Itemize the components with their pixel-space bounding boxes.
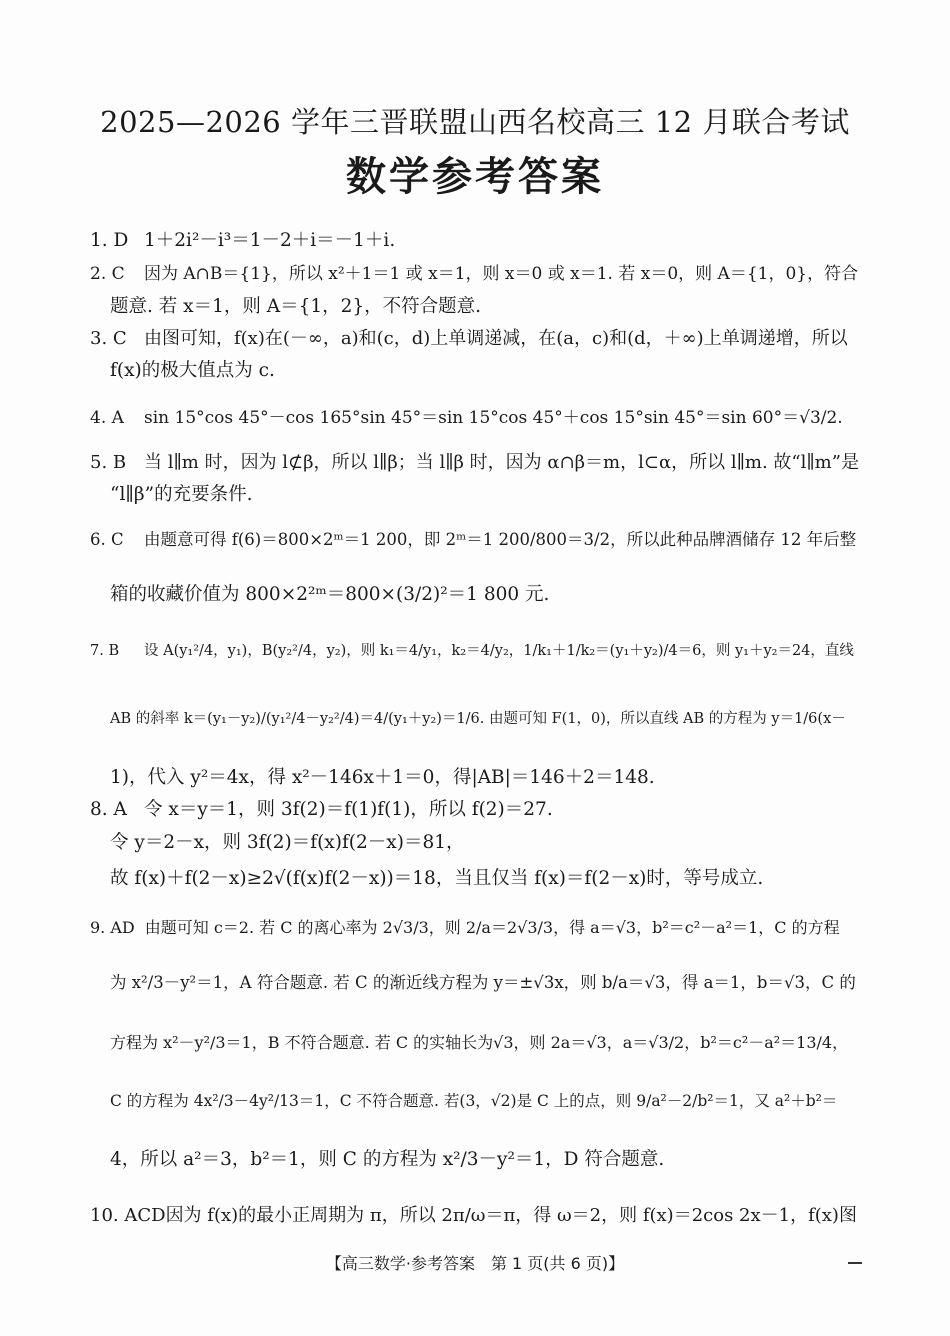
answer-number: 3. C	[90, 328, 127, 349]
answer-number: 1. D	[90, 230, 129, 251]
answer-subtitle: 数学参考答案	[346, 153, 604, 200]
answer-line	[110, 1030, 860, 1056]
answer-text: AB 的斜率 k＝(y₁－y₂)/(y₁²/4－y₂²/4)＝4/(y₁＋y₂)＝1/6. 由题可知 F(1，0)，所以直线 AB 的方程为 y＝1/6(x－	[110, 711, 846, 727]
answer-line	[110, 582, 860, 608]
answer-line	[90, 405, 860, 431]
answer-text: 故 f(x)＋f(2－x)≥2√(f(x)f(2－x))＝18，当且仅当 f(x)＝f(2－x)时，等号成立.	[110, 868, 764, 889]
answer-number: 8. A	[90, 799, 127, 820]
answer-text: 当 l∥m 时，因为 l⊄β，所以 l∥β；当 l∥β 时，因为 α∩β＝m，l⊂α，所以 l∥m. 故“l∥m”是	[144, 452, 859, 473]
answer-text: 由题可知 c＝2. 若 C 的离心率为 2√3/3，则 2/a＝2√3/3，得 a＝√3，b²＝c²－a²＝1，C 的方程	[144, 918, 840, 937]
answer-number: 9. AD	[90, 918, 135, 937]
answer-line	[110, 706, 860, 732]
answer-line	[110, 294, 860, 320]
answer-text: 1)，代入 y²＝4x，得 x²－146x＋1＝0，得|AB|＝146＋2＝148.	[110, 767, 655, 788]
answer-text: sin 15°cos 45°－cos 165°sin 45°＝sin 15°cos 45°＋cos 15°sin 45°＝sin 60°＝√3/2.	[144, 408, 843, 428]
answer-line	[90, 527, 860, 553]
answer-line	[90, 450, 860, 476]
answer-text: 因为 A∩B＝{1}，所以 x²＋1＝1 或 x＝1，则 x＝0 或 x＝1. 若 x＝0，则 A＝{1，0}，符合	[144, 264, 859, 284]
answer-line	[110, 866, 860, 892]
answer-text: C 的方程为 4x²/3－4y²/13＝1，C 不符合题意. 若(3，√2)是 C 上的点，则 9/a²－2/b²＝1，又 a²＋b²＝	[110, 1092, 838, 1110]
answer-number: 5. B	[90, 452, 127, 473]
answer-number: 7. B	[90, 643, 120, 659]
exam-title: 2025—2026 学年三晋联盟山西名校高三 12 月联合考试	[100, 105, 850, 139]
answer-text: 方程为 x²－y²/3＝1，B 不符合题意. 若 C 的实轴长为√3，则 2a＝√3，a＝√3/2，b²＝c²－a²＝13/4，	[110, 1033, 849, 1052]
answer-text: 1＋2i²－i³＝1－2＋i＝－1＋i.	[144, 230, 396, 251]
answer-line	[90, 915, 860, 941]
answer-line	[90, 1203, 860, 1229]
answer-line	[110, 1147, 860, 1173]
answer-text: f(x)的极大值点为 c.	[110, 360, 275, 381]
answer-text: 由题意可得 f(6)＝800×2ᵐ＝1 200，即 2ᵐ＝1 200/800＝3/2，所以此种品牌酒储存 12 年后整	[144, 530, 857, 549]
answer-line	[90, 261, 860, 287]
page-footer: 【高三数学·参考答案 第 1 页(共 6 页)】	[325, 1254, 625, 1273]
answer-text: “l∥β”的充要条件.	[110, 484, 253, 505]
answer-text: 令 x＝y＝1，则 3f(2)＝f(1)f(1)，所以 f(2)＝27.	[144, 799, 553, 820]
answer-line	[90, 228, 860, 254]
answer-line	[90, 326, 860, 352]
answer-number: 6. C	[90, 530, 124, 549]
answer-text: 令 y＝2－x，则 3f(2)＝f(x)f(2－x)＝81，	[110, 832, 465, 853]
answer-line	[110, 765, 860, 791]
scan-mark	[848, 1262, 862, 1264]
answer-text: 箱的收藏价值为 800×2²ᵐ＝800×(3/2)²＝1 800 元.	[110, 584, 550, 605]
answer-text: 设 A(y₁²/4，y₁)，B(y₂²/4，y₂)，则 k₁＝4/y₁，k₂＝4/y₂，1/k₁＋1/k₂＝(y₁＋y₂)/4＝6，则 y₁＋y₂＝24，直线	[144, 643, 854, 659]
answer-number: 2. C	[90, 264, 125, 284]
answer-text: 因为 f(x)的最小正周期为 π，所以 2π/ω＝π，得 ω＝2，则 f(x)＝2cos 2x－1，f(x)图	[165, 1205, 857, 1226]
answer-text: 由图可知，f(x)在(－∞，a)和(c，d)上单调递减，在(a，c)和(d，＋∞)上单调递增，所以	[144, 328, 848, 349]
answer-text: 为 x²/3－y²＝1，A 符合题意. 若 C 的渐近线方程为 y＝±√3x，则 b/a＝√3，得 a＝1，b＝√3，C 的	[110, 973, 856, 992]
answer-text: 题意. 若 x＝1，则 A＝{1，2}，不符合题意.	[110, 296, 482, 317]
answer-number: 10. ACD	[90, 1205, 166, 1226]
answer-line	[110, 358, 860, 384]
answer-number: 4. A	[90, 408, 124, 428]
answer-line	[110, 482, 860, 508]
answer-line	[110, 970, 860, 996]
answer-line	[110, 1088, 860, 1114]
answer-text: 4，所以 a²＝3，b²＝1，则 C 的方程为 x²/3－y²＝1，D 符合题意.	[110, 1149, 665, 1170]
answer-line	[90, 797, 860, 823]
answer-line	[110, 830, 860, 856]
answer-line	[90, 638, 860, 664]
